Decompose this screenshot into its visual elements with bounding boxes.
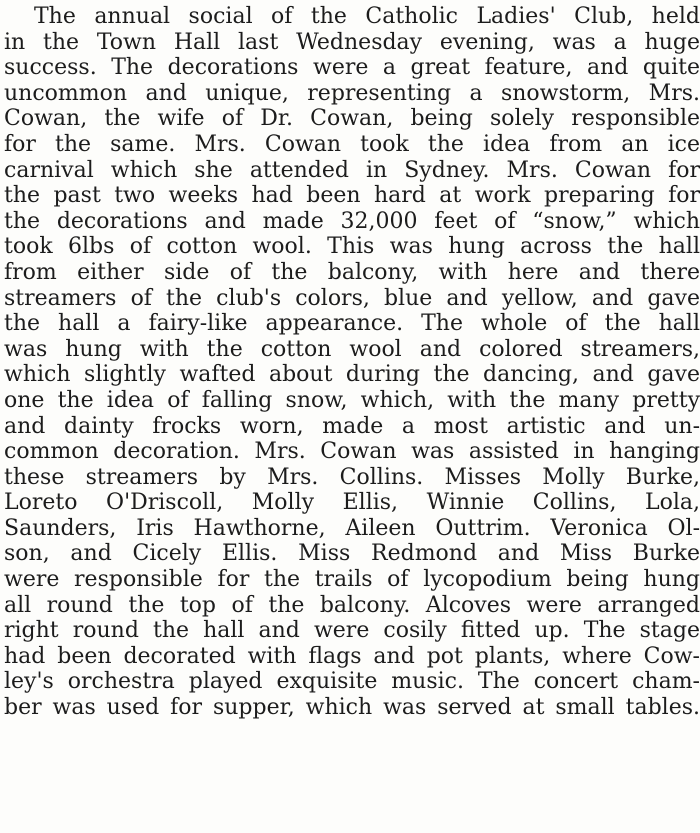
- article-line: and dainty frocks worn, made a most artistic and un-: [4, 413, 700, 439]
- article-line: the decorations and made 32,000 feet of “snow,” which: [4, 208, 700, 234]
- article-line: ber was used for supper, which was served at small tables.: [4, 695, 700, 721]
- article-line: in the Town Hall last Wednesday evening, was a huge: [4, 29, 700, 55]
- article-line: Saunders, Iris Hawthorne, Aileen Outtrim. Veronica Ol-: [4, 515, 700, 541]
- article-line: the hall a fairy-like appearance. The whole of the hall: [4, 311, 700, 337]
- article-line: these streamers by Mrs. Collins. Misses Molly Burke,: [4, 464, 700, 490]
- article-line: for the same. Mrs. Cowan took the idea from an ice: [4, 131, 700, 157]
- article-line: all round the top of the balcony. Alcoves were arranged: [4, 592, 700, 618]
- article-line: one the idea of falling snow, which, with the many pretty: [4, 387, 700, 413]
- article-line: was hung with the cotton wool and colored streamers,: [4, 336, 700, 362]
- article-line: right round the hall and were cosily fitted up. The stage: [4, 618, 700, 644]
- article-line: common decoration. Mrs. Cowan was assisted in hanging: [4, 439, 700, 465]
- article-line: which slightly wafted about during the dancing, and gave: [4, 362, 700, 388]
- article-line: The annual social of the Catholic Ladies' Club, held: [34, 4, 700, 29]
- article-line: were responsible for the trails of lycopodium being hung: [4, 567, 700, 593]
- article-line: from either side of the balcony, with here and there: [4, 259, 700, 285]
- article-line: success. The decorations were a great feature, and quite: [4, 55, 700, 81]
- article-line: carnival which she attended in Sydney. Mrs. Cowan for: [4, 157, 700, 183]
- article-line: son, and Cicely Ellis. Miss Redmond and Miss Burke: [4, 541, 700, 567]
- article-line: Cowan, the wife of Dr. Cowan, being solely responsible: [4, 106, 700, 132]
- article-column: [4, 4, 700, 721]
- article-line: Loreto O'Driscoll, Molly Ellis, Winnie Collins, Lola,: [4, 490, 700, 516]
- article-line: uncommon and unique, representing a snowstorm, Mrs.: [4, 80, 700, 106]
- article-line: the past two weeks had been hard at work preparing for: [4, 183, 700, 209]
- article-line: streamers of the club's colors, blue and yellow, and gave: [4, 285, 700, 311]
- article-line: had been decorated with flags and pot plants, where Cow-: [4, 643, 700, 669]
- article-line: ley's orchestra played exquisite music. The concert cham-: [4, 669, 700, 695]
- article-line: took 6lbs of cotton wool. This was hung across the hall: [4, 234, 700, 260]
